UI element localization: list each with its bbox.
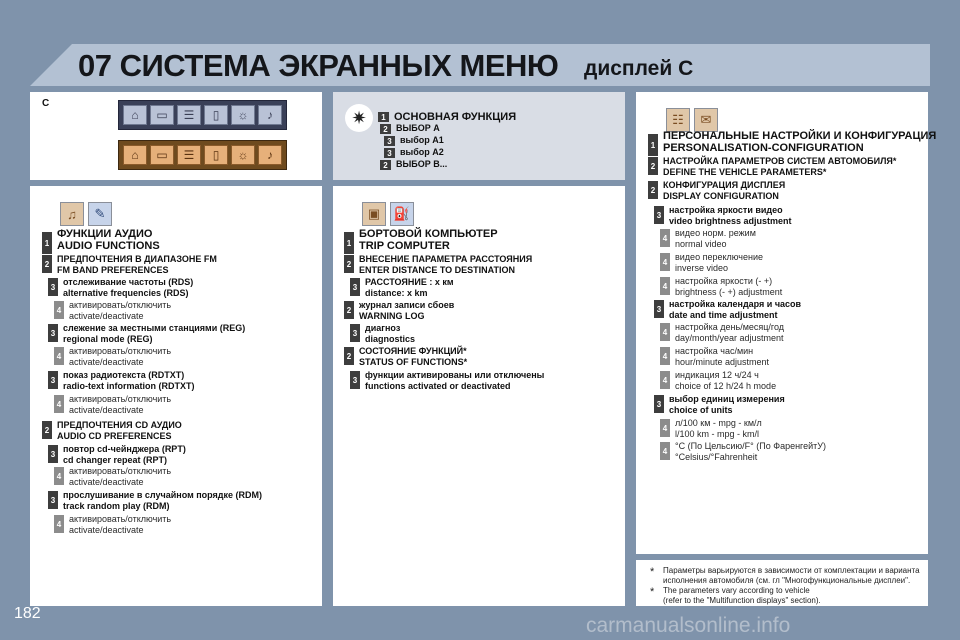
personal-menu-item-text: choice of 12 h/24 h mode [675,381,777,391]
level-badge: 4 [54,301,64,319]
trip-menu-item [344,254,532,276]
page-subtitle: дисплей С [584,57,694,80]
level-badge: 2 [344,255,354,273]
personal-menu-item-text: choice of units [669,405,733,415]
personal-menu-item-text: day/month/year adjustment [675,333,784,343]
level-badge: 2 [42,421,52,439]
level-badge: 3 [48,371,58,389]
trip-menu-item-text: ВНЕСЕНИЕ ПАРАМЕТРА РАССТОЯНИЯ [359,254,533,264]
personal-menu-item-text: видео норм. режим [675,228,756,238]
level-badge: 2 [380,124,391,134]
level-badge: 2 [380,160,391,170]
level-badge: 3 [384,136,395,146]
personal-menu-item-text: DISPLAY CONFIGURATION [663,191,779,201]
audio-menu-item [54,466,171,488]
trip-menu-item-text: WARNING LOG [359,311,425,321]
audio-menu-item-text: regional mode (REG) [63,334,153,344]
level-badge: 4 [660,347,670,365]
level-badge: 3 [654,206,664,224]
trip-menu-item [344,346,467,368]
audio-menu-item-text: FM BAND PREFERENCES [57,265,169,275]
audio-menu-item-text: radio-text information (RDTXT) [63,381,195,391]
music-icon: ♪ [258,105,282,125]
level-badge: 3 [48,445,58,463]
personal-menu-item [660,418,762,440]
level-badge: 3 [48,324,58,342]
personal-menu-item-text: настройка час/мин [675,346,754,356]
personal-menu-item-text: PERSONALISATION-CONFIGURATION [663,142,864,154]
trip-menu-item-text: STATUS OF FUNCTIONS* [359,357,468,367]
menu-strip-top [118,100,287,130]
personal-menu-item [654,299,801,321]
personal-menu-item [660,370,776,392]
audio-menu-item [48,490,262,512]
footnote-text: The parameters vary according to vehicle [663,586,810,595]
personal-menu-item [648,180,785,202]
audio-settings-icon: ✎ [88,202,112,226]
trip-menu-item-text: журнал записи сбоев [359,300,455,310]
footnote-text: Параметры варьируются в зависимости от комплектации и варианта [663,566,920,575]
footnote-text: исполнения автомобиля (см. гл "Многофункциональные дисплеи". [663,576,911,585]
main-function-item [378,111,516,123]
level-badge: 1 [378,112,389,122]
audio-menu-item-text: прослушивание в случайном порядке (RDM) [63,490,263,500]
audio-menu-item-text: cd changer repeat (RPT) [63,455,168,465]
audio-menu-item-text: activate/deactivate [69,405,144,415]
level-badge: 2 [344,301,354,319]
main-function-label: выбор A2 [400,147,444,157]
personal-menu-item-text: DEFINE THE VEHICLE PARAMETERS* [663,167,827,177]
audio-menu-item-text: повтор cd-чейнджера (RPT) [63,444,186,454]
main-function-label: ОСНОВНАЯ ФУНКЦИЯ [394,111,517,123]
personal-menu-item [660,228,756,250]
audio-menu-item-text: активировать/отключить [69,466,172,476]
footnote-item [650,586,930,606]
fuel-icon: ⛽ [390,202,414,226]
personal-menu-item [660,276,782,298]
audio-menu-item [48,323,245,345]
main-function-label: ВЫБОР В... [396,159,448,169]
audio-menu-item [42,228,160,254]
audio-menu-item-text: alternative frequencies (RDS) [63,288,189,298]
fuel-icon: ▯ [204,145,228,165]
personal-menu-item [660,346,769,368]
personal-menu-item [648,130,936,156]
settings-icon: ☰ [177,145,201,165]
seat-icon: ⌂ [123,145,147,165]
main-function-item [380,123,440,134]
page-title: 07 СИСТЕМА ЭКРАННЫХ МЕНЮ [78,48,559,83]
trip-menu-item [350,370,544,392]
audio-menu-item-text: ПРЕДПОЧТЕНИЯ CD АУДИО [57,420,182,430]
footnote-star: * [650,586,655,598]
audio-menu-item-text: активировать/отключить [69,394,172,404]
audio-menu-item-text: AUDIO CD PREFERENCES [57,431,172,441]
audio-menu-item-text: AUDIO FUNCTIONS [57,240,160,252]
fuel-icon: ▯ [204,105,228,125]
car-icon: ▭ [150,145,174,165]
personal-menu-item-text: video brightness adjustment [669,216,792,226]
trip-computer-icon: ▣ [362,202,386,226]
personal-menu-item-text: hour/minute adjustment [675,357,770,367]
level-badge: 4 [660,371,670,389]
trip-menu-item-text: distance: x km [365,288,428,298]
audio-menu-item-text: ФУНКЦИИ АУДИО [57,228,153,240]
trip-menu-item-text: functions activated or deactivated [365,381,511,391]
trip-menu-item [350,277,454,299]
personal-menu-item-text: normal video [675,239,727,249]
audio-menu-item-text: activate/deactivate [69,357,144,367]
main-function-panel [333,92,625,180]
personal-menu-item [660,252,763,274]
sun-icon: ✷ [345,104,373,132]
trip-menu-item-text: функции активированы или отключены [365,370,545,380]
level-badge: 2 [648,181,658,199]
level-badge: 4 [660,229,670,247]
personal-menu-item-text: inverse video [675,263,729,273]
audio-menu-item-text: показ радиотекста (RDTXT) [63,370,185,380]
level-badge: 3 [350,324,360,342]
audio-menu-item-text: слежение за местными станциями (REG) [63,323,246,333]
thermo-icon: ☼ [231,105,255,125]
personal-menu-item-text: °Celsius/°Fahrenheit [675,452,758,462]
footnote-star: * [650,566,655,578]
audio-menu-item [42,420,182,442]
audio-menu-item-text: активировать/отключить [69,300,172,310]
footnote-text: (refer to the "Multifunction displays" section). [663,596,821,605]
personal-menu-item [654,394,785,416]
level-badge: 3 [48,491,58,509]
personal-menu-item-text: ПЕРСОНАЛЬНЫЕ НАСТРОЙКИ И КОНФИГУРАЦИЯ [663,130,937,142]
level-badge: 4 [660,253,670,271]
main-function-label: ВЫБОР А [396,123,440,133]
settings-icon: ☰ [177,105,201,125]
personal-menu-item [660,322,784,344]
thermo-icon: ☼ [231,145,255,165]
level-badge: 4 [660,419,670,437]
level-badge: 4 [54,467,64,485]
audio-menu-item-text: activate/deactivate [69,311,144,321]
level-badge: 1 [344,232,354,254]
personal-menu-item-text: л/100 км - mpg - км/л [675,418,762,428]
level-badge: 2 [648,157,658,175]
audio-menu-item [42,254,217,276]
music-icon: ♫ [60,202,84,226]
header-corner [30,44,72,86]
main-function-item [384,147,444,158]
trip-menu-item-text: diagnostics [365,334,416,344]
level-badge: 4 [54,347,64,365]
trip-menu-item-text: ENTER DISTANCE TO DESTINATION [359,265,516,275]
level-badge: 1 [42,232,52,254]
personal-menu-item-text: выбор единиц измерения [669,394,785,404]
level-badge: 4 [660,323,670,341]
personalisation-icon: ☷ [666,108,690,132]
personal-menu-item [648,156,896,178]
level-badge: 3 [48,278,58,296]
main-function-item [384,135,444,146]
level-badge: 2 [344,347,354,365]
level-badge: 4 [660,442,670,460]
level-badge: 3 [384,148,395,158]
trip-menu-item [344,228,498,254]
personal-menu-item [654,205,792,227]
personal-menu-item-text: настройка календаря и часов [669,299,802,309]
audio-menu-item-text: отслеживание частоты (RDS) [63,277,194,287]
trip-menu-item-text: TRIP COMPUTER [359,240,450,252]
level-badge: 2 [42,255,52,273]
audio-menu-item-text: ПРЕДПОЧТЕНИЯ В ДИАПАЗОНЕ FM [57,254,217,264]
car-icon: ▭ [150,105,174,125]
audio-menu-item [54,346,171,368]
audio-menu-item-text: активировать/отключить [69,514,172,524]
music-icon: ♪ [258,145,282,165]
personal-menu-item-text: НАСТРОЙКА ПАРАМЕТРОВ СИСТЕМ АВТОМОБИЛЯ* [663,156,897,166]
personal-menu-item [660,441,826,463]
trip-menu-item [350,323,415,345]
footnotes [650,566,930,606]
audio-menu-item-text: активировать/отключить [69,346,172,356]
audio-menu-item [54,394,171,416]
audio-menu-item [54,300,171,322]
page-number: 182 [14,605,41,622]
menu-strip-bottom [118,140,287,170]
personal-menu-item-text: настройка день/месяц/год [675,322,785,332]
level-badge: 4 [54,395,64,413]
personal-menu-item-text: °С (По Цельсию/F° (По ФаренгейтУ) [675,441,827,451]
watermark: carmanualsonline.info [586,614,791,637]
config-icon: ✉ [694,108,718,132]
footnote-item [650,566,930,586]
display-label: С [42,98,50,109]
audio-menu-item [48,370,195,392]
trip-menu-item-text: диагноз [365,323,401,333]
level-badge: 3 [350,278,360,296]
level-badge: 4 [660,277,670,295]
level-badge: 3 [654,300,664,318]
audio-menu-item [48,444,186,466]
personal-menu-item-text: индикация 12 ч/24 ч [675,370,759,380]
personal-menu-item-text: l/100 km - mpg - km/l [675,429,760,439]
personal-menu-item-text: настройка яркости (- +) [675,276,773,286]
level-badge: 3 [350,371,360,389]
audio-menu-item-text: track random play (RDM) [63,501,170,511]
main-function-label: выбор A1 [400,135,444,145]
main-function-item [380,159,447,170]
trip-menu-item-text: БОРТОВОЙ КОМПЬЮТЕР [359,228,498,240]
level-badge: 4 [54,515,64,533]
trip-menu-item-text: РАССТОЯНИЕ : x км [365,277,454,287]
audio-menu-item [48,277,193,299]
seat-icon: ⌂ [123,105,147,125]
personal-menu-item-text: brightness (- +) adjustment [675,287,783,297]
audio-menu-item-text: activate/deactivate [69,525,144,535]
personal-menu-item-text: date and time adjustment [669,310,778,320]
audio-menu-item [54,514,171,536]
trip-menu-item [344,300,454,322]
level-badge: 3 [654,395,664,413]
personal-menu-item-text: настройка яркости видео [669,205,783,215]
trip-menu-item-text: СОСТОЯНИЕ ФУНКЦИЙ* [359,346,467,356]
audio-menu-item-text: activate/deactivate [69,477,144,487]
level-badge: 1 [648,134,658,156]
personal-menu-item-text: видео переключение [675,252,764,262]
personal-menu-item-text: КОНФИГУРАЦИЯ ДИСПЛЕЯ [663,180,786,190]
